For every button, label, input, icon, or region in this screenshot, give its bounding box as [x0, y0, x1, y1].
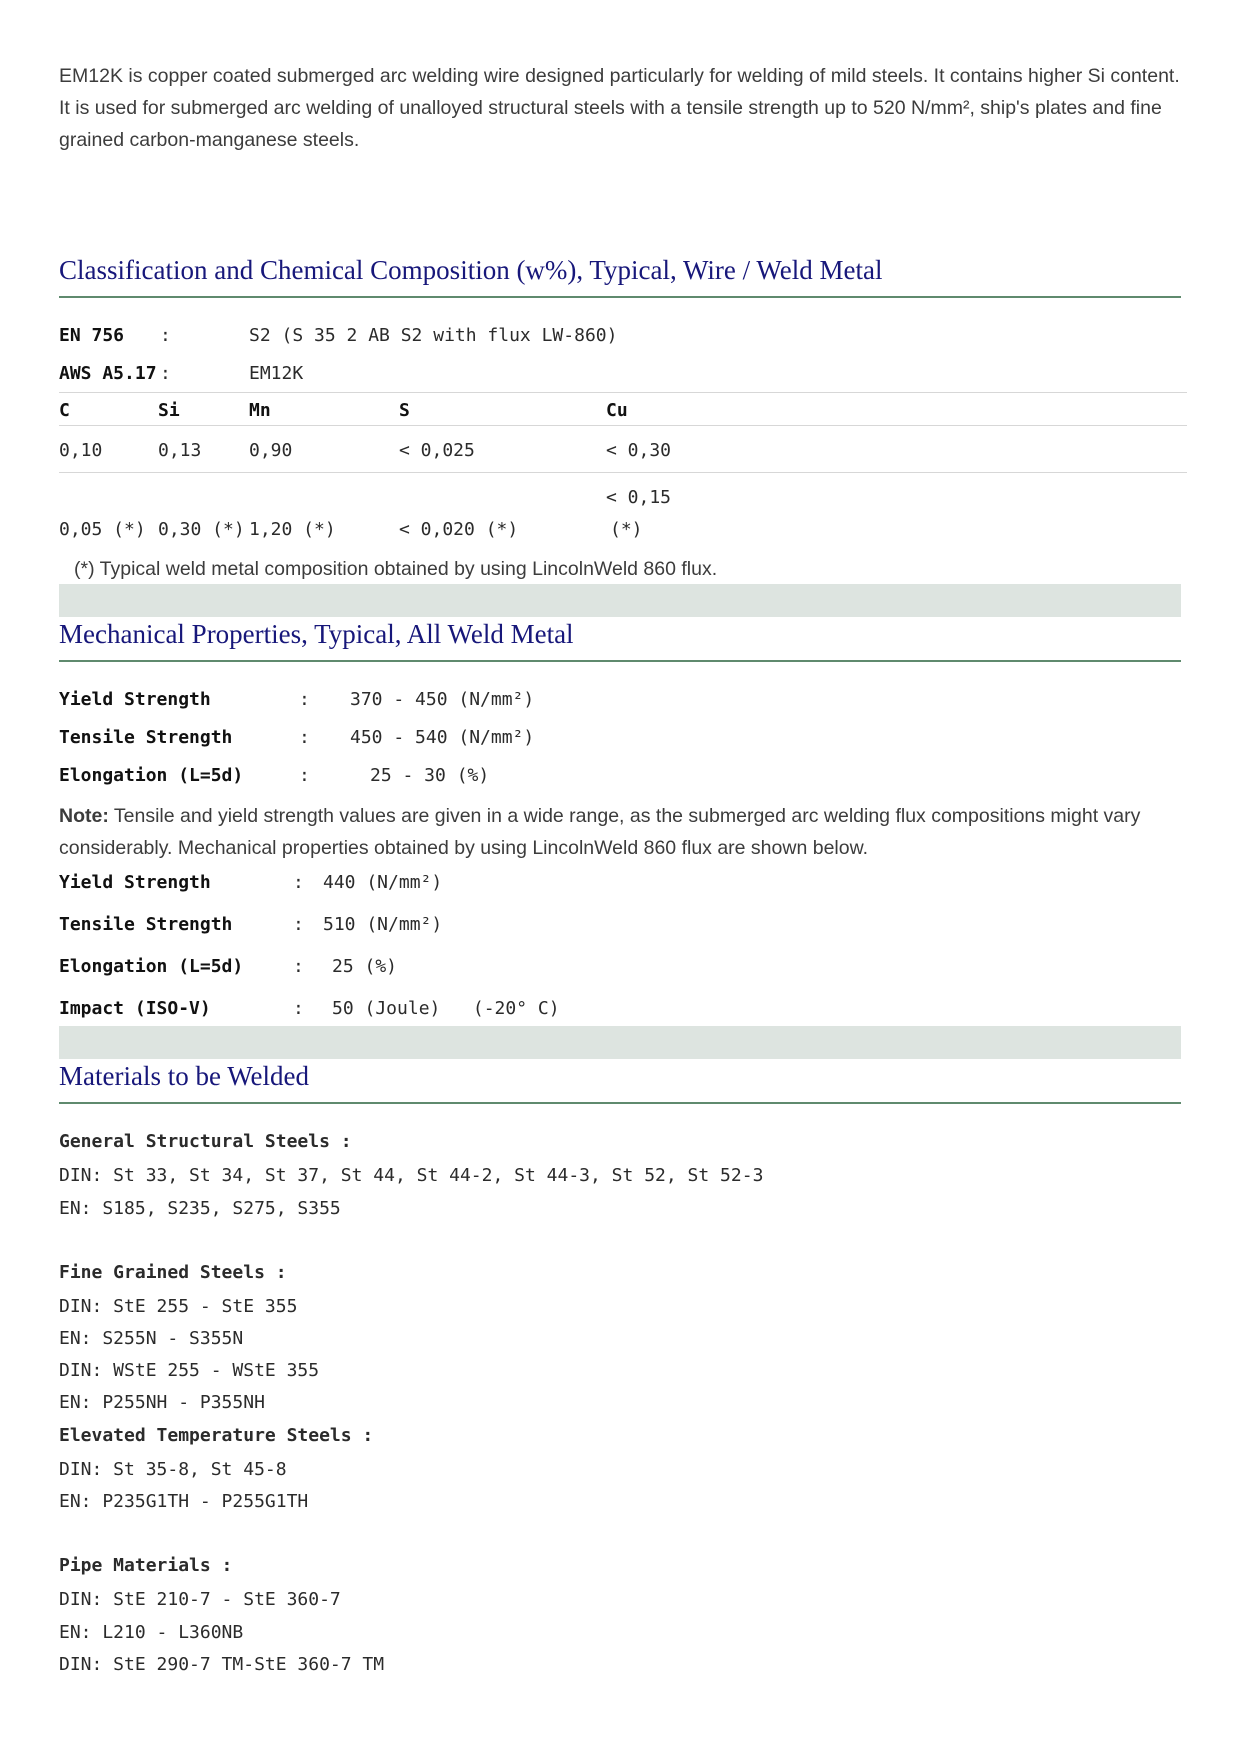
- general-tensile-value: 450 - 540 (N/mm²): [350, 727, 535, 748]
- intro-line-2: It is used for submerged arc welding of unalloyed structural steels with a tensile strength up to 520 N/mm², ship's plates and fine grained carbon-manganese steels.: [59, 97, 1162, 151]
- weld-s: < 0,020 (*): [399, 519, 519, 540]
- general-elongation-value: 25 - 30 (%): [370, 765, 490, 786]
- header-cu: Cu: [606, 400, 628, 421]
- fine-line: EN: S255N - S355N: [59, 1328, 244, 1349]
- structural-line: DIN: St 33, St 34, St 37, St 44, St 44-2, St 44-3, St 52, St 52-3: [59, 1165, 764, 1186]
- weld-c: 0,05 (*): [59, 519, 146, 540]
- flux-elongation-label: Elongation (L=5d): [59, 956, 244, 977]
- en-value: S2 (S 35 2 AB S2 with flux LW-860): [249, 325, 618, 346]
- weld-mn: 1,20 (*): [249, 519, 336, 540]
- note-body: Tensile and yield strength values are given in a wide range, as the submerged arc welding flux compositions might vary considerably. Mechanical properties obtained by using LincolnWeld 860 flux are shown below.: [59, 805, 1141, 859]
- general-elongation-label: Elongation (L=5d): [59, 765, 244, 786]
- weld-cu: < 0,15: [606, 487, 672, 508]
- mechanical-title: Mechanical Properties, Typical, All Weld Metal: [59, 619, 574, 649]
- fine-line: DIN: WStE 255 - WStE 355: [59, 1360, 320, 1381]
- classification-rule: [59, 296, 1181, 298]
- header-s: S: [399, 400, 410, 421]
- flux-yield-label: Yield Strength: [59, 872, 211, 893]
- flux-yield-value: 440 (N/mm²): [323, 872, 443, 893]
- mechanical-note: [59, 800, 1181, 864]
- flux-elongation-sep: :: [293, 956, 304, 977]
- en-separator: :: [160, 325, 171, 346]
- fine-line: EN: P255NH - P355NH: [59, 1392, 265, 1413]
- flux-tensile-sep: :: [293, 914, 304, 935]
- flux-impact-label: Impact (ISO-V): [59, 998, 211, 1019]
- weld-cu-note: (*): [610, 519, 643, 540]
- pipe-heading: Pipe Materials :: [59, 1555, 233, 1576]
- header-c: C: [59, 400, 70, 421]
- flux-impact-sep: :: [293, 998, 304, 1019]
- general-yield-sep: :: [299, 689, 310, 710]
- intro-line-1: EM12K is copper coated submerged arc welding wire designed particularly for welding of mild steels. It contains higher Si content.: [59, 65, 1180, 87]
- flux-impact-value: 50 (Joule) (-20° C): [332, 998, 560, 1019]
- section-band: [59, 584, 1181, 617]
- general-yield-value: 370 - 450 (N/mm²): [350, 689, 535, 710]
- table-divider: [59, 472, 1187, 473]
- elevated-line: DIN: St 35-8, St 45-8: [59, 1459, 287, 1480]
- composition-footnote: (*) Typical weld metal composition obtained by using LincolnWeld 860 flux.: [74, 558, 718, 580]
- elevated-heading: Elevated Temperature Steels :: [59, 1425, 374, 1446]
- header-si: Si: [158, 400, 180, 421]
- flux-yield-sep: :: [293, 872, 304, 893]
- note-label: Note:: [59, 805, 109, 827]
- flux-elongation-value: 25 (%): [332, 956, 398, 977]
- pipe-line: DIN: StE 290-7 TM-StE 360-7 TM: [59, 1654, 385, 1675]
- general-tensile-sep: :: [299, 727, 310, 748]
- aws-value: EM12K: [249, 363, 304, 384]
- table-divider: [59, 392, 1187, 393]
- classification-title: Classification and Chemical Composition (w%), Typical, Wire / Weld Metal: [59, 255, 883, 285]
- wire-s: < 0,025: [399, 440, 475, 461]
- general-elongation-sep: :: [299, 765, 310, 786]
- general-yield-label: Yield Strength: [59, 689, 211, 710]
- fine-heading: Fine Grained Steels :: [59, 1262, 287, 1283]
- materials-rule: [59, 1102, 1181, 1104]
- en-label: EN 756: [59, 325, 125, 346]
- pipe-line: EN: L210 - L360NB: [59, 1622, 244, 1643]
- aws-label: AWS A5.17: [59, 363, 157, 384]
- general-tensile-label: Tensile Strength: [59, 727, 233, 748]
- mechanical-rule: [59, 660, 1181, 662]
- section-band: [59, 1026, 1181, 1059]
- flux-tensile-label: Tensile Strength: [59, 914, 233, 935]
- structural-line: EN: S185, S235, S275, S355: [59, 1198, 341, 1219]
- pipe-line: DIN: StE 210-7 - StE 360-7: [59, 1589, 341, 1610]
- wire-mn: 0,90: [249, 440, 293, 461]
- aws-separator: :: [160, 363, 171, 384]
- elevated-line: EN: P235G1TH - P255G1TH: [59, 1491, 309, 1512]
- table-divider: [59, 425, 1187, 426]
- fine-line: DIN: StE 255 - StE 355: [59, 1296, 298, 1317]
- wire-c: 0,10: [59, 440, 103, 461]
- wire-si: 0,13: [158, 440, 202, 461]
- intro-text: [59, 60, 1181, 156]
- wire-cu: < 0,30: [606, 440, 672, 461]
- weld-si: 0,30 (*): [158, 519, 245, 540]
- flux-tensile-value: 510 (N/mm²): [323, 914, 443, 935]
- header-mn: Mn: [249, 400, 271, 421]
- materials-title: Materials to be Welded: [59, 1061, 310, 1091]
- structural-heading: General Structural Steels :: [59, 1131, 352, 1152]
